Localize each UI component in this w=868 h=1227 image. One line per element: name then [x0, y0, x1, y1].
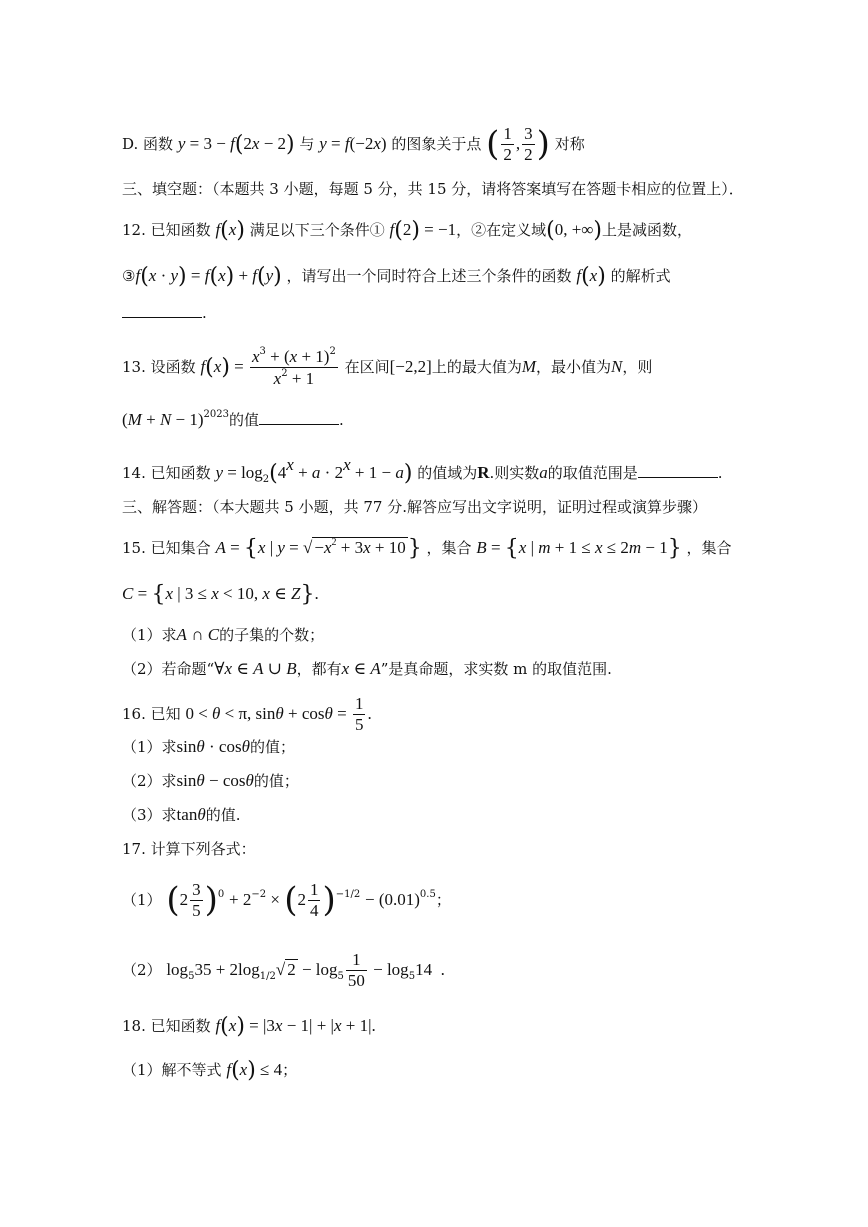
question-12-answer-blank[interactable]: . [122, 306, 207, 321]
question-16-part-1: （1）求sinθ · cosθ的值； [122, 737, 295, 756]
question-16: 16. 已知 0 < θ < π, sinθ + cosθ = $\frac{1}{5}$ . [122, 694, 372, 735]
section-solution-title: 三、解答题：（本大题共 5 小题，共 77 分.解答应写出文字说明，证明过程或演算步骤） [122, 498, 707, 516]
question-18: 18. 已知函数 f(x) = |3x − 1| + |x + 1|. [122, 1014, 376, 1039]
option-d: D. 函数 y = 3 − f(2x − 2) 与 y = f(−2x) 的图象关于点 ( $\frac{1}{2}$ , $\frac{3}{2}$ ) 对称 [122, 123, 585, 165]
question-14: 14. 已知函数 $y = \log_2(4^x + a \cdot 2^x + 1 - a)$ 的值域为R.则实数a的取值范围是 . [122, 455, 723, 486]
question-18-part-1: （1）解不等式 f(x) ≤ 4； [122, 1058, 298, 1083]
question-13-line-1: 13. 设函数 f(x) = $\frac{x^3 + (x + 1)^2}{x^2 + 1}$ 在区间[−2,2]上的最大值为M，最小值为N，则 [122, 346, 653, 389]
question-15-line-2: C = {x | 3 ≤ x < 10, x ∈ Z}. [122, 582, 319, 607]
question-15-part-2: （2）若命题“∀x ∈ A ∪ B，都有x ∈ A”是真命题，求实数 m 的取值范围. [122, 659, 612, 678]
question-17-part-2: （2） $\log_535 + 2\log_{1/2}√$ $2 - \log_5$ $\frac{1}{50}$ − $\log_514$ . [122, 950, 445, 991]
question-15-part-1: （1）求A ∩ C的子集的个数； [122, 625, 325, 644]
question-17-part-1: （1） (2 $\frac{3}{5}$ )$^0 + 2^{-2} \times (2$ $\frac{1}{4}$ )$^{-1/2} - (0.01)^{0.5}$； [122, 879, 451, 921]
question-13-line-2: $(M + N - 1)^{2023}$的值 . [122, 409, 344, 429]
question-16-part-2: （2）求sinθ − cosθ的值； [122, 771, 299, 790]
question-12-line-1: 12. 已知函数 f(x) 满足以下三个条件① f(2) = −1，②在定义域(0, +∞)上是减函数， [122, 218, 693, 243]
question-12-line-2: ③f(x · y) = f(x) + f(y) ，请写出一个同时符合上述三个条件的函数 f(x) 的解析式 [122, 264, 671, 289]
question-17: 17. 计算下列各式： [122, 840, 256, 858]
section-fill-blank-title: 三、填空题：（本题共 3 小题，每题 5 分，共 15 分，请将答案填写在答题卡相应的位置上）． [122, 180, 744, 198]
question-15-line-1: 15. 已知集合 A = {x | y = √ $-x^2 + 3x + 10$} ，集合 B = {x | m + 1 ≤ x ≤ 2m − 1} ，集合 [122, 536, 732, 561]
question-16-part-3: （3）求tanθ的值. [122, 805, 241, 824]
